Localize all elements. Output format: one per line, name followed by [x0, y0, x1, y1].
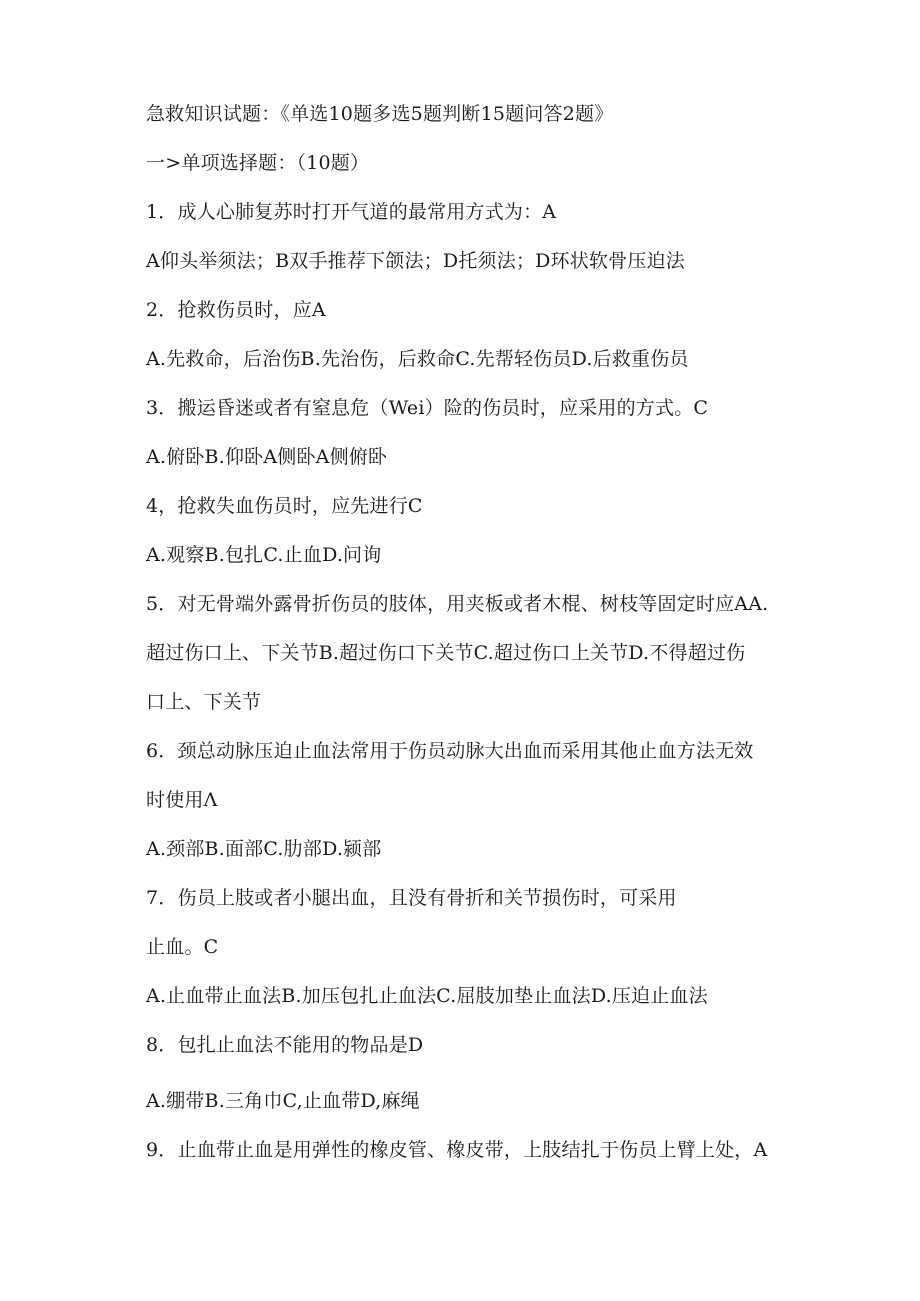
question-7: 7．伤员上肢或者小腿出血，且没有骨折和关节损伤时，可采用 — [146, 887, 677, 909]
question-5-options: 超过伤口上、下关节B.超过伤口下关节C.超过伤口上关节D.不得超过伤 — [146, 642, 746, 664]
question-5-options-cont: 口上、下关节 — [146, 691, 262, 713]
question-6-cont: 时使用Λ — [146, 789, 218, 811]
question-6: 6．颈总动脉压迫止血法常用于伤员动脉大出血而采用其他止血方法无效 — [146, 740, 754, 762]
question-8-options: A.绷带B.三角巾C,止血带D,麻绳 — [146, 1090, 420, 1112]
question-4: 4，抢救失血伤员时，应先进行C — [146, 495, 423, 517]
question-6-options: A.颈部B.面部C.肋部D.颍部 — [146, 838, 382, 860]
question-4-options: A.观察B.包扎C.止血D.问询 — [146, 544, 382, 566]
question-3-options: A.俯卧B.仰卧A侧卧A侧俯卧 — [146, 446, 388, 468]
question-2: 2．抢救伤员时，应A — [146, 299, 326, 321]
question-7-cont: 止血。C — [146, 936, 219, 958]
question-8: 8．包扎止血法不能用的物品是D — [146, 1034, 424, 1056]
question-1-options: A仰头举须法；B双手推荐下颌法；D托须法；D环状软骨压迫法 — [146, 250, 685, 272]
question-2-options: A.先救命，后治伤B.先治伤，后救命C.先帮轻伤员D.后救重伤员 — [146, 348, 689, 370]
question-3: 3．搬运昏迷或者有窒息危（Wei）险的伤员时，应采用的方式。C — [146, 397, 709, 419]
question-9: 9．止血带止血是用弹性的橡皮管、橡皮带，上肢结扎于伤员上臂上处，A — [146, 1139, 768, 1161]
question-5: 5．对无骨端外露骨折伤员的肢体，用夹板或者木棍、树枝等固定时应AA. — [146, 593, 769, 615]
section-heading: 一>单项选择题：（10题） — [146, 152, 370, 174]
document-title: 急救知识试题：《单选10题多选5题判断15题问答2题》 — [146, 103, 614, 125]
question-7-options: A.止血带止血法B.加压包扎止血法C.屈肢加垫止血法D.压迫止血法 — [146, 985, 708, 1007]
question-1: 1．成人心肺复苏时打开气道的最常用方式为：A — [146, 201, 557, 223]
